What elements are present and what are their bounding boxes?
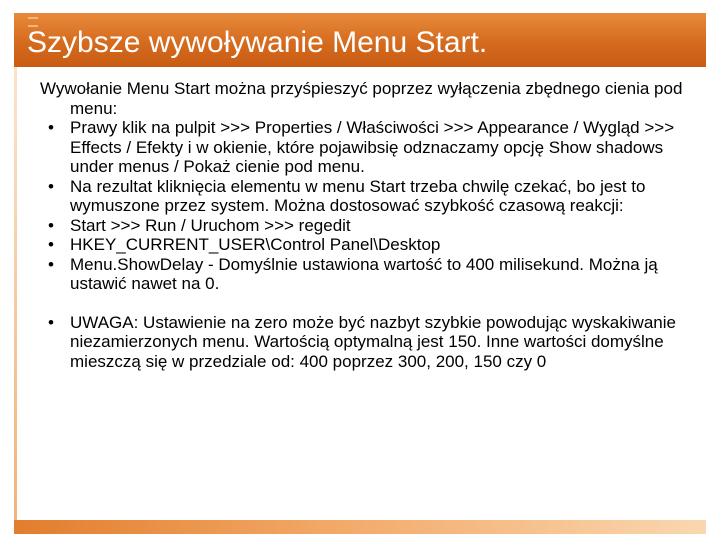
- intro-paragraph: Wywołanie Menu Start można przyśpieszyć poprzez wyłączenia zbędnego cienia pod menu:: [40, 79, 683, 118]
- left-frame-border: [14, 67, 17, 530]
- bullet-icon: •: [48, 235, 54, 254]
- note-text: UWAGA: Ustawienie na zero może być nazbyt szybkie powodując wyskakiwanie niezamierzonych menu. Wartością optymalną jest 150. Inne wartości domyślne mieszczą się w przedziale od: 400 poprzez 300, 200, 150 czy 0: [70, 312, 676, 371]
- bullet-text: Menu.ShowDelay - Domyślnie ustawiona wartość to 400 milisekund. Można ją ustawić nawet na 0.: [70, 254, 658, 293]
- bullet-text: Start >>> Run / Uruchom >>> regedit: [70, 215, 351, 235]
- slide-content: [40, 79, 700, 371]
- bullet-icon: •: [48, 254, 54, 274]
- note-list: [40, 313, 700, 372]
- bullet-item: [40, 177, 700, 216]
- bottom-frame-border: [14, 520, 706, 534]
- spacer: [40, 294, 700, 313]
- bullet-icon: •: [48, 176, 54, 196]
- bullet-item: [40, 118, 700, 177]
- bullet-icon: •: [48, 215, 54, 235]
- bullet-icon: •: [48, 118, 54, 137]
- bullet-text: HKEY_CURRENT_USER\Control Panel\Desktop: [70, 235, 441, 254]
- bullet-text: Prawy klik na pulpit >>> Properties / Właściwości >>> Appearance / Wygląd >>> Effects / Efekty i w okienie, które pojawibsię odznaczamy opcję Show shadows under menus / Pokaż cienie pod menu.: [70, 118, 675, 176]
- slide-title: Szybsze wywoływanie Menu Start.: [27, 26, 488, 59]
- note-item: [40, 313, 700, 372]
- bullet-icon: •: [48, 312, 54, 332]
- bullet-item: [40, 216, 700, 236]
- bullet-item: [40, 255, 700, 294]
- bullet-text: Na rezultat kliknięcia elementu w menu Start trzeba chwilę czekać, bo jest to wymuszone przez system. Można dostosować szybkość czasową reakcji:: [70, 176, 646, 215]
- bullet-item: [40, 235, 700, 255]
- bullet-list: [40, 118, 700, 294]
